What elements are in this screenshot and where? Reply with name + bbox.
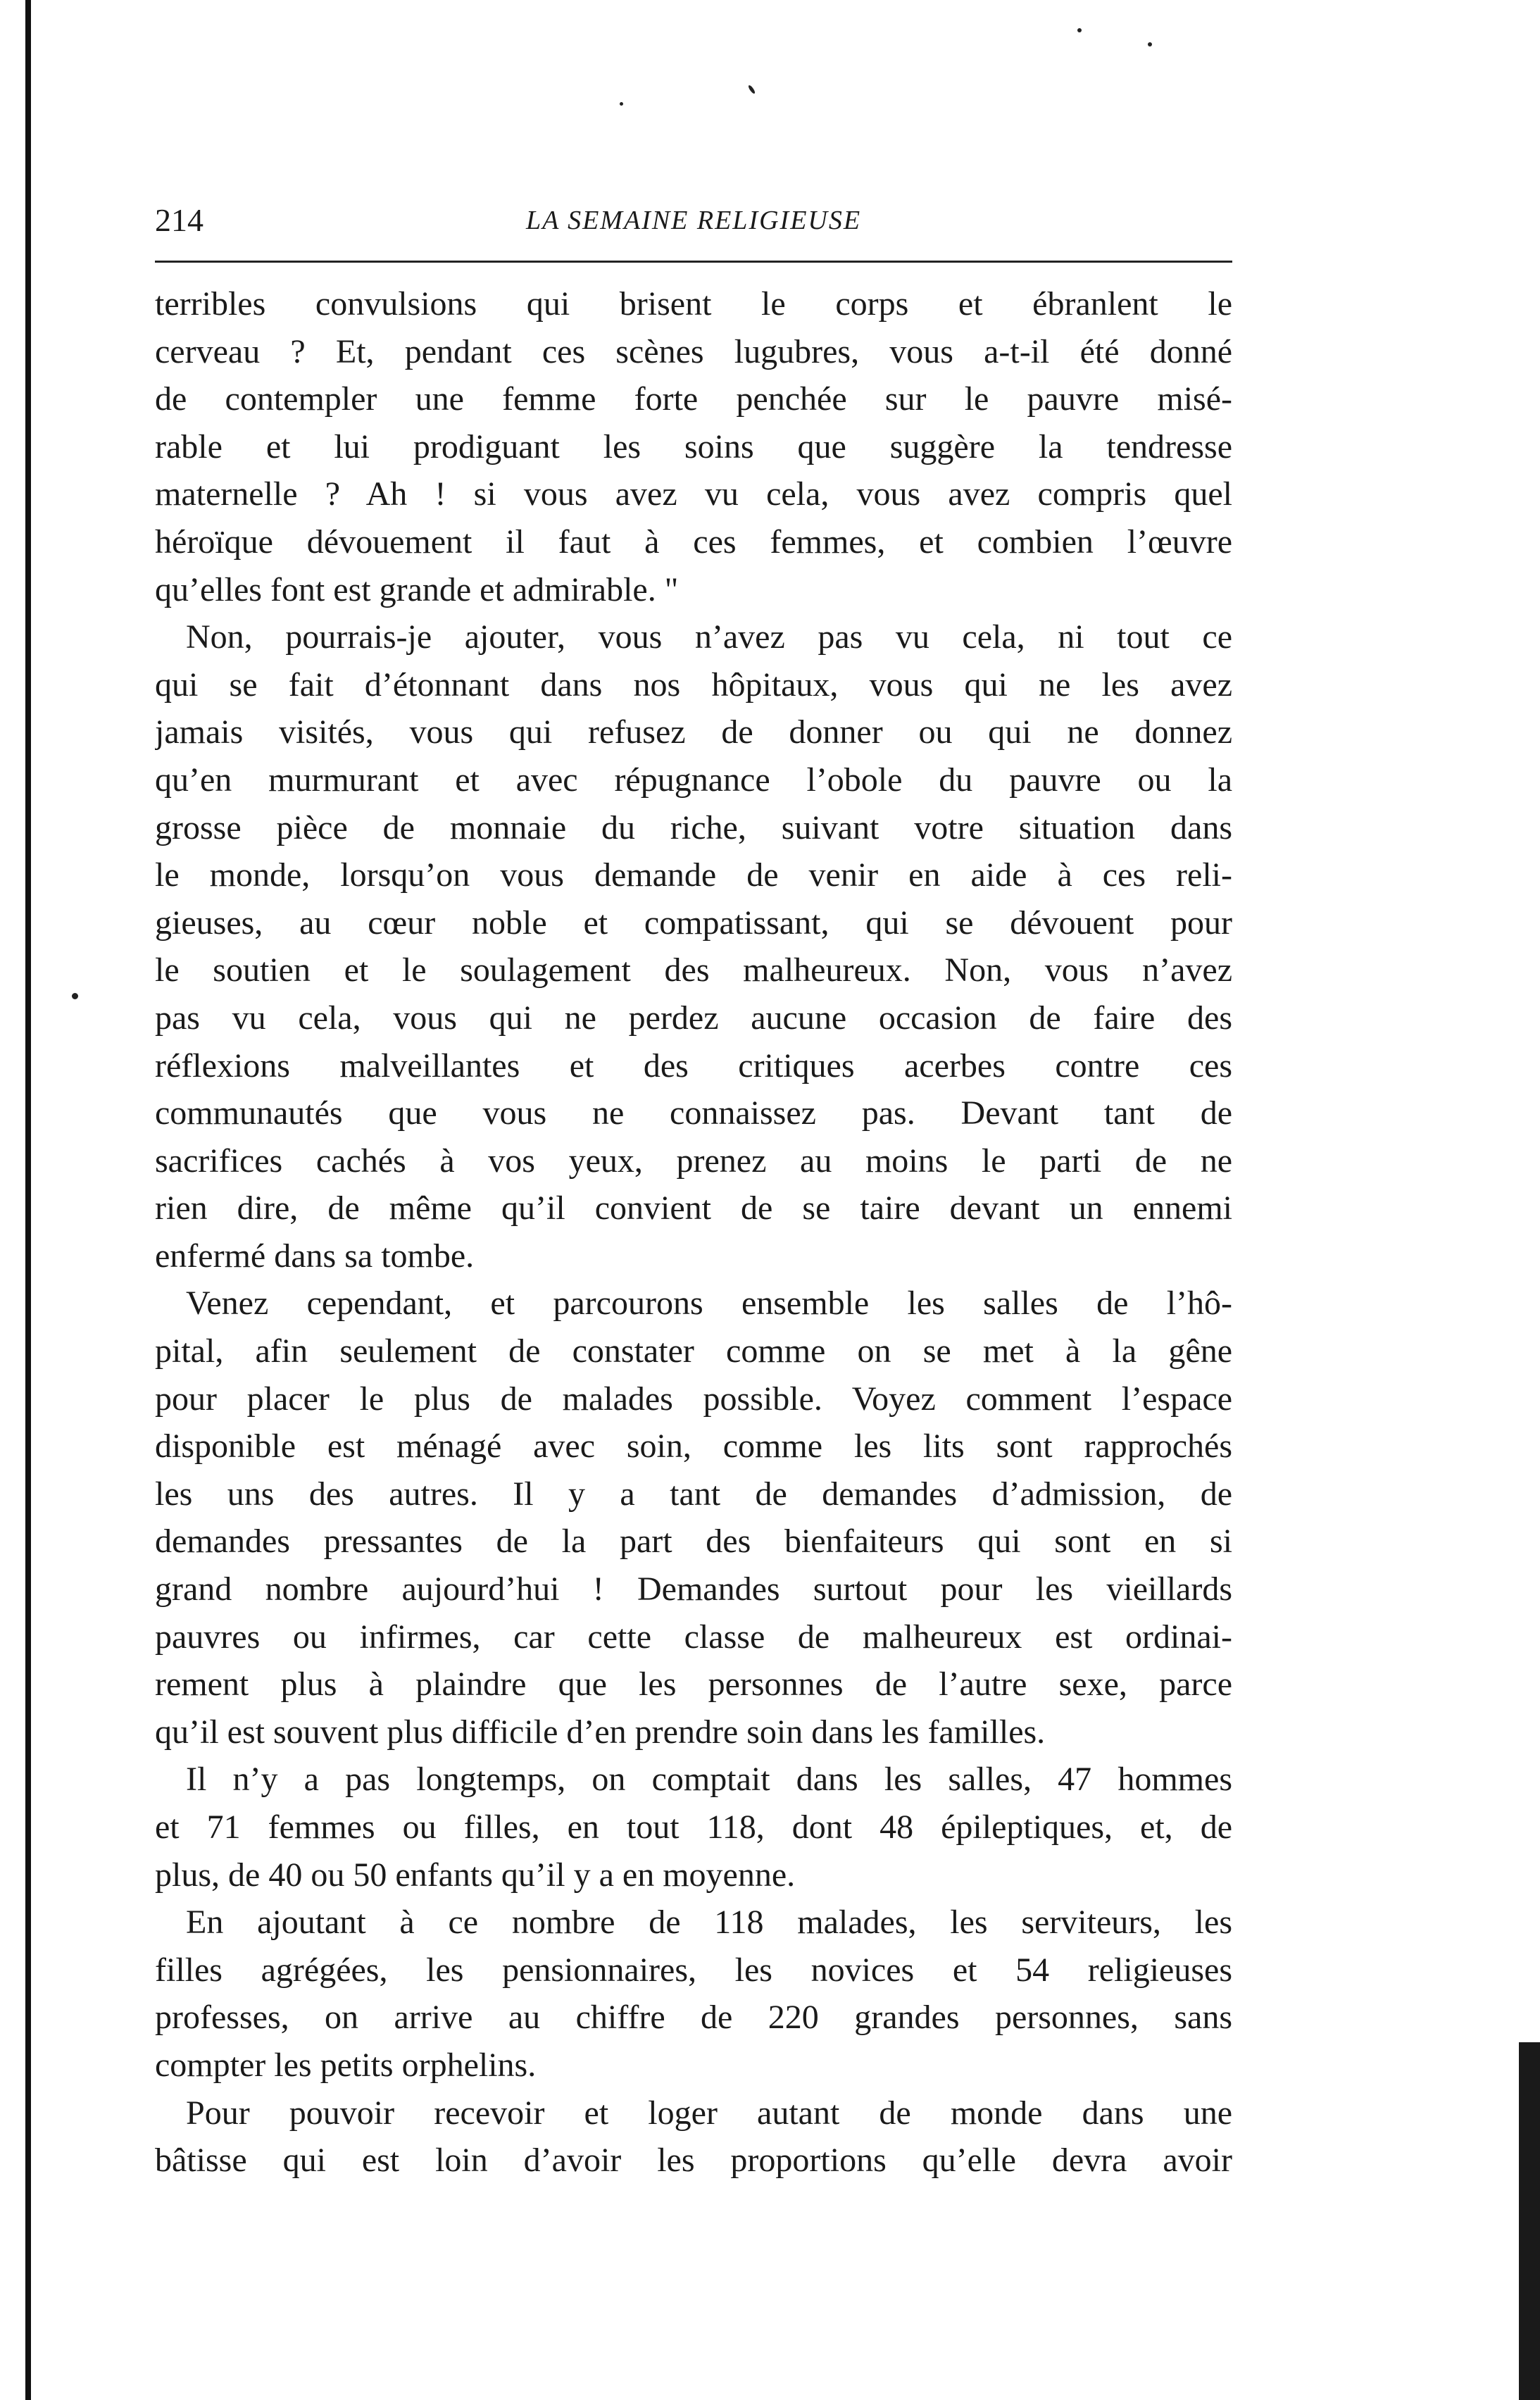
text-line: demandes pressantes de la part des bienfaiteurs qui sont en si — [155, 1523, 1232, 1561]
text-line: héroïque dévouement il faut à ces femmes, et combien l’œuvre — [155, 523, 1232, 561]
text-line: le soutien et le soulagement des malheureux. Non, vous n’avez — [155, 951, 1232, 989]
page-number: 214 — [155, 202, 204, 238]
text-line: le monde, lorsqu’on vous demande de venir en aide à ces reli- — [155, 856, 1232, 894]
text-line: Non, pourrais-je ajouter, vous n’avez pas vu cela, ni tout ce — [186, 618, 1232, 656]
page-scan-edge — [1519, 2042, 1540, 2400]
text-line: bâtisse qui est loin d’avoir les proportions qu’elle devra avoir — [155, 2142, 1232, 2180]
text-line: enfermé dans sa tombe. — [155, 1237, 475, 1275]
text-line: les uns des autres. Il y a tant de demandes d’admission, de — [155, 1475, 1232, 1513]
text-line: qu’il est souvent plus difficile d’en prendre soin dans les familles. — [155, 1713, 1046, 1751]
text-line: plus, de 40 ou 50 enfants qu’il y a en moyenne. — [155, 1856, 796, 1894]
text-line: grand nombre aujourd’hui ! Demandes surtout pour les vieillards — [155, 1570, 1232, 1608]
text-line: Il n’y a pas longtemps, on comptait dans les salles, 47 hommes — [186, 1761, 1232, 1799]
text-line: gieuses, au cœur noble et compatissant, qui se dévouent pour — [155, 904, 1232, 942]
scan-speck — [72, 993, 78, 999]
text-line: Venez cependant, et parcourons ensemble les salles de l’hô- — [186, 1285, 1232, 1323]
text-line: jamais visités, vous qui refusez de donner ou qui ne donnez — [155, 713, 1232, 751]
text-line: réflexions malveillantes et des critiques acerbes contre ces — [155, 1046, 1232, 1085]
text-line: filles agrégées, les pensionnaires, les novices et 54 religieuses — [155, 1951, 1232, 1989]
text-line: disponible est ménagé avec soin, comme les lits sont rapprochés — [155, 1427, 1232, 1465]
body-text — [155, 280, 1232, 2185]
header-rule — [155, 261, 1232, 263]
scan-speck — [1148, 42, 1152, 46]
text-line: pas vu cela, vous qui ne perdez aucune occasion de faire des — [155, 999, 1232, 1037]
text-line: rable et lui prodiguant les soins que suggère la tendresse — [155, 427, 1232, 465]
text-line: pauvres ou infirmes, car cette classe de malheureux est ordinai- — [155, 1618, 1232, 1656]
text-line: sacrifices cachés à vos yeux, prenez au moins le parti de ne — [155, 1142, 1232, 1180]
text-line: de contempler une femme forte penchée sur le pauvre misé- — [155, 380, 1232, 418]
text-line: pital, afin seulement de constater comme on se met à la gêne — [155, 1332, 1232, 1370]
text-line: qui se fait d’étonnant dans nos hôpitaux, vous qui ne les avez — [155, 665, 1232, 704]
page-binding-edge — [25, 0, 31, 2400]
text-line: terribles convulsions qui brisent le corps et ébranlent le — [155, 285, 1232, 323]
text-line: maternelle ? Ah ! si vous avez vu cela, vous avez compris quel — [155, 475, 1232, 513]
text-line: professes, on arrive au chiffre de 220 grandes personnes, sans — [155, 1999, 1232, 2037]
text-line: communautés que vous ne connaissez pas. Devant tant de — [155, 1094, 1232, 1132]
text-line: grosse pièce de monnaie du riche, suivant votre situation dans — [155, 808, 1232, 846]
text-line: En ajoutant à ce nombre de 118 malades, les serviteurs, les — [186, 1904, 1232, 1942]
text-line: qu’en murmurant et avec répugnance l’obole du pauvre ou la — [155, 761, 1232, 799]
running-title: LA SEMAINE RELIGIEUSE — [525, 206, 862, 235]
text-line: Pour pouvoir recevoir et loger autant de monde dans une — [186, 2094, 1232, 2132]
scan-speck — [1077, 28, 1082, 32]
text-line: cerveau ? Et, pendant ces scènes lugubres, vous a-t-il été donné — [155, 332, 1232, 370]
text-line: qu’elles font est grande et admirable. " — [155, 570, 679, 608]
text-line: rement plus à plaindre que les personnes de l’autre sexe, parce — [155, 1665, 1232, 1704]
page-header — [155, 199, 1232, 242]
text-line: et 71 femmes ou filles, en tout 118, dont 48 épileptiques, et, de — [155, 1808, 1232, 1846]
scan-speck — [747, 85, 756, 94]
text-line: pour placer le plus de malades possible. Voyez comment l’espace — [155, 1380, 1232, 1418]
scan-speck — [620, 102, 623, 106]
text-line: compter les petits orphelins. — [155, 2046, 537, 2084]
text-line: rien dire, de même qu’il convient de se taire devant un ennemi — [155, 1189, 1232, 1227]
